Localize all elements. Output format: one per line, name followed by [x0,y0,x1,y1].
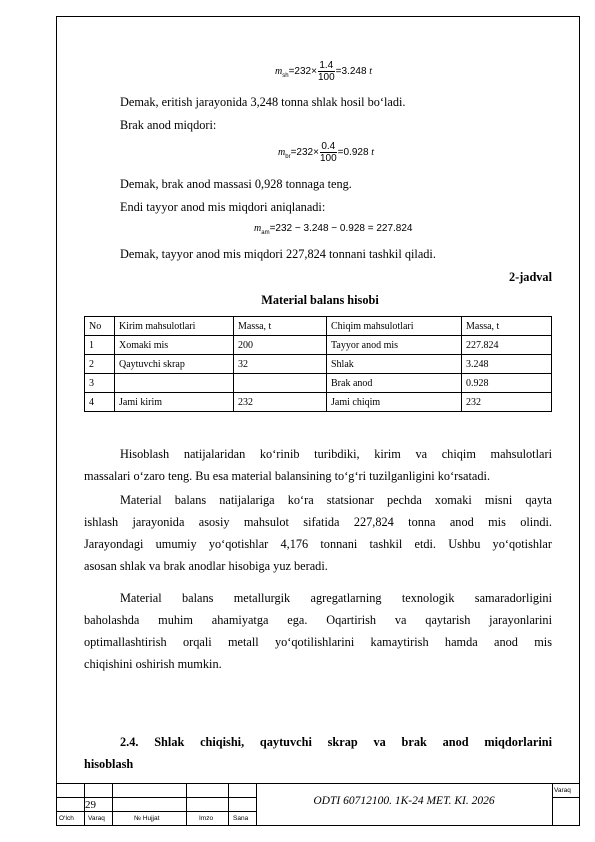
table-row [85,393,552,412]
paragraph-reject-anode-result: Demak, brak anod massasi 0,928 tonnaga teng. [120,177,352,191]
table-cell: 0.928 [462,374,552,393]
col-label-hujjat: № Hujjat [134,815,160,822]
table-cell: 3.248 [462,355,552,374]
col-label-varaq: Varaq [88,815,105,822]
text-line: Hisoblash natijalaridan ko‘rinib turibdiki, kirim va chiqim mahsulotlari [120,447,552,461]
body-paragraph-2 [84,492,552,574]
table-cell: Qaytuvchi skrap [115,355,234,374]
table-cell: 32 [234,355,327,374]
page-frame [56,16,580,826]
table-cell: Jami kirim [115,393,234,412]
formula-anode-copper: $m_{am}=232 - 3.248 - 0.928 = 227.824$ [254,223,413,236]
heading-line: hisoblash [84,757,134,771]
table-cell: Shlak [327,355,462,374]
table-row [85,355,552,374]
text-line: ishlash jarayonida asosiy mahsulot sifatida 227,824 tonna anod mis olindi. [84,515,552,529]
document-code: ODTI 60712100. 1K-24 MET. KI. 2026 [313,795,495,807]
table-cell: Brak anod [327,374,462,393]
col-label-olch: O‘lch [59,815,74,822]
table-cell [115,374,234,393]
table-cell: 227.824 [462,336,552,355]
body-paragraph-1 [84,446,552,484]
table-cell: 3 [85,374,115,393]
table-title: Material balans hisobi [261,293,379,307]
col-label-sana: Sana [233,815,249,822]
table-cell: 1 [85,336,115,355]
table-cell: 200 [234,336,327,355]
heading-line: 2.4. Shlak chiqishi, qaytuvchi skrap va brak anod miqdorlarini [120,735,552,749]
table-cell: 2 [85,355,115,374]
text-line: Jarayondagi umumiy yo‘qotishlar 4,176 tonnani tashkil etdi. Ushbu yo‘qotishlar [84,537,552,551]
body-paragraph-3 [84,590,552,672]
sheet-label: Varaq [554,787,571,794]
text-line: baholashda muhim ahamiyatga ega. Oqartirish va qaytarish jarayonlarini [84,613,552,627]
table-cell: 232 [234,393,327,412]
table-cell: Tayyor anod mis [327,336,462,355]
header-cell: Massa, t [234,317,327,336]
material-balance-table [84,316,552,412]
table-cell [234,374,327,393]
formula-reject-anode: $m_{br}=232\times$ $\frac{0.4}{100}$ =0.928 t [278,141,375,164]
text-line: Material balans natijalariga ko‘ra statsionar pechda xomaki misni qayta [120,493,552,507]
page-number: 29 [85,799,96,811]
text-line: massalari o‘zaro teng. Bu esa material balansining to‘g‘ri tuzilganligini ko‘rsatadi. [84,469,491,483]
header-cell: Kirim mahsulotlari [115,317,234,336]
section-heading [84,734,552,772]
paragraph-slag-result: Demak, eritish jarayonida 3,248 tonna shlak hosil bo‘ladi. [120,95,406,109]
paragraph-anode-copper-intro: Endi tayyor anod mis miqdori aniqlanadi: [120,200,326,214]
text-line: chiqishini oshirish mumkin. [84,657,222,671]
title-block [56,783,580,826]
header-cell: No [85,317,115,336]
table-cell: Xomaki mis [115,336,234,355]
table-cell: 4 [85,393,115,412]
formula-slag: $m_{sh}=232\times$ $\frac{1.4}{100}$ =3.248 t [275,60,373,83]
table-row [85,336,552,355]
text-line: asosan shlak va brak anodlar hisobiga yuz beradi. [84,559,328,573]
table-header-row [85,317,552,336]
paragraph-anode-copper-result: Demak, tayyor anod mis miqdori 227,824 tonnani tashkil qiladi. [120,247,436,261]
header-cell: Chiqim mahsulotlari [327,317,462,336]
col-label-imzo: Imzo [199,815,214,822]
paragraph-reject-anode-intro: Brak anod miqdori: [120,118,217,132]
table-cell: Jami chiqim [327,393,462,412]
text-line: optimallashtirish orqali metall yo‘qotilishlarini kamaytirish hamda anod mis [84,635,552,649]
table-cell: 232 [462,393,552,412]
table-row [85,374,552,393]
table-label: 2-jadval [508,270,552,284]
header-cell: Massa, t [462,317,552,336]
text-line: Material balans metallurgik agregatlarning texnologik samaradorligini [120,591,552,605]
